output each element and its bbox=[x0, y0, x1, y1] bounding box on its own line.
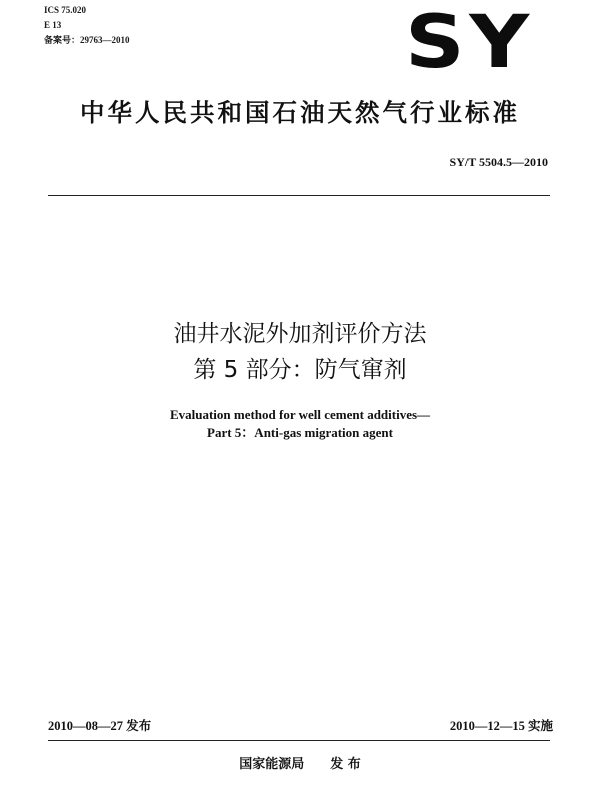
english-title bbox=[0, 406, 600, 442]
issue-date: 2010—08—27 发布 bbox=[48, 719, 152, 733]
bottom-divider bbox=[48, 740, 550, 741]
english-title-line-1: Evaluation method for well cement additives— bbox=[169, 407, 431, 422]
industry-standard-title: 中华人民共和国石油天然气行业标准 bbox=[80, 98, 520, 127]
english-title-line-2: Part 5：Anti-gas migration agent bbox=[207, 425, 393, 440]
publisher-name: 国家能源局 bbox=[239, 757, 305, 772]
implementation-date: 2010—12—15 实施 bbox=[449, 719, 553, 733]
top-divider bbox=[48, 195, 550, 196]
publisher-action: 发 布 bbox=[330, 757, 361, 772]
chinese-title bbox=[0, 316, 600, 388]
standard-number: SY/T 5504.5—2010 bbox=[449, 155, 548, 169]
sy-logo: SY bbox=[405, 0, 534, 85]
category-code: E 13 bbox=[44, 20, 62, 30]
ics-code: ICS 75.020 bbox=[44, 5, 87, 15]
chinese-title-line-1: 油井水泥外加剂评价方法 bbox=[173, 321, 427, 347]
filing-number: 备案号：29763—2010 bbox=[44, 35, 130, 45]
publisher-line bbox=[0, 753, 600, 772]
chinese-title-line-2: 第 5 部分：防气窜剂 bbox=[193, 357, 407, 383]
header-metadata bbox=[44, 3, 130, 48]
